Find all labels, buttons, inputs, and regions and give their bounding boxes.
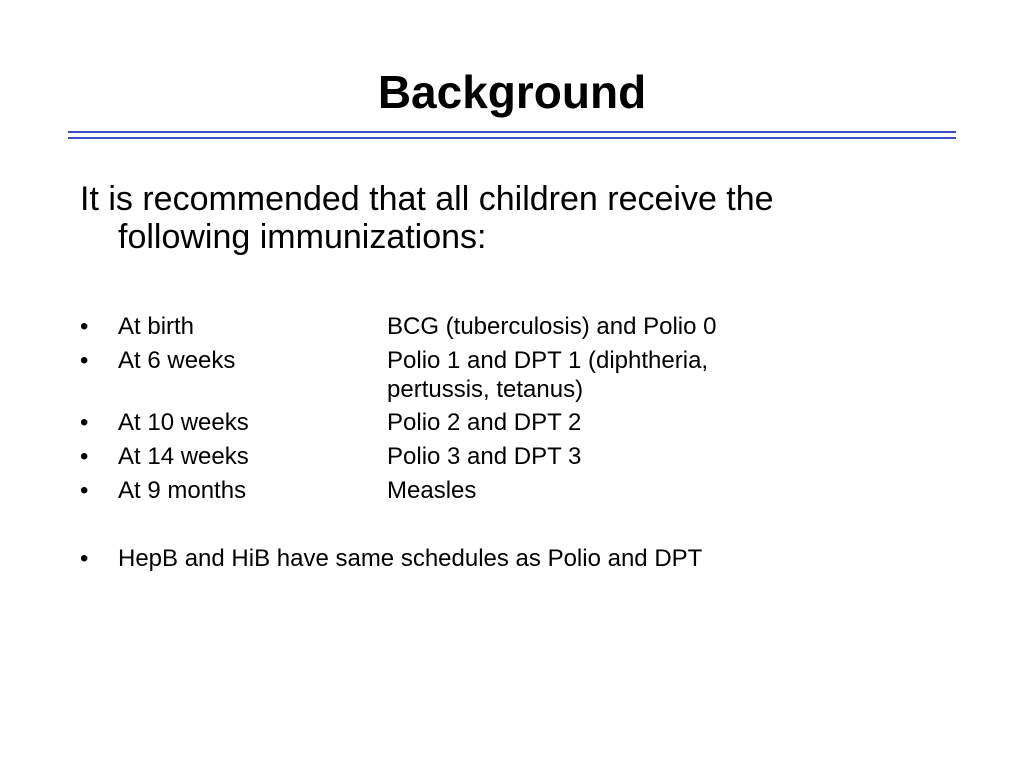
schedule-vaccines-line-1: Polio 1 and DPT 1 (diphtheria, [387,347,709,374]
intro-line-1: It is recommended that all children receive the [80,180,774,218]
bullet-icon: • [80,477,89,504]
schedule-vaccines: Polio 2 and DPT 2 [387,409,582,436]
schedule-vaccines: Polio 3 and DPT 3 [387,443,582,470]
schedule-vaccines: Measles [387,477,477,504]
title-underline-bottom [68,137,956,139]
intro-text [80,180,960,256]
schedule-when: At 14 weeks [118,443,249,470]
schedule-when: At 10 weeks [118,409,249,436]
bullet-icon: • [80,313,89,340]
schedule-vaccines-line-2: pertussis, tetanus) [387,376,584,403]
schedule-vaccines [387,346,807,404]
schedule-vaccines: BCG (tuberculosis) and Polio 0 [387,313,717,340]
schedule-when: At birth [118,313,195,340]
schedule-note-text: HepB and HiB have same schedules as Polio and DPT [118,545,703,572]
schedule-when: At 6 weeks [118,347,236,374]
bullet-icon: • [80,409,89,436]
slide-title: Background [377,66,647,118]
title-underline-top [68,131,956,133]
schedule-when: At 9 months [118,477,247,504]
bullet-icon: • [80,545,89,572]
bullet-icon: • [80,443,89,470]
bullet-icon: • [80,347,89,374]
intro-line-2: following immunizations: [118,218,487,256]
